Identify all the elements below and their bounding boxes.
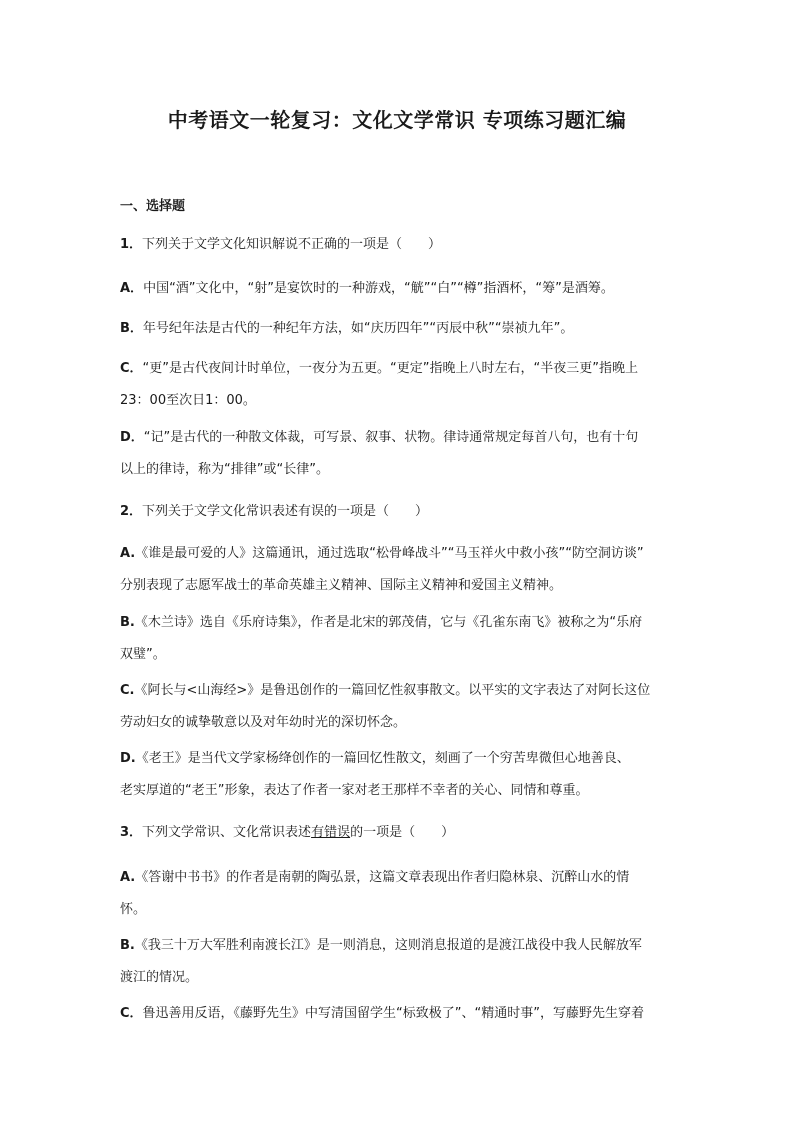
option-text-continued: 渡江的情况。 bbox=[120, 970, 199, 985]
q2-option-b bbox=[120, 607, 680, 671]
option-label: C． bbox=[120, 1006, 143, 1021]
option-label: A. bbox=[120, 546, 136, 561]
question-2-stem bbox=[120, 500, 680, 519]
question-text-end: 的一项是（ ） bbox=[350, 825, 455, 840]
option-text-continued: 23：00至次日1：00。 bbox=[120, 393, 256, 408]
option-label: B. bbox=[120, 938, 135, 953]
question-number: 3． bbox=[120, 825, 143, 840]
q2-option-c bbox=[120, 675, 680, 739]
q1-option-b bbox=[120, 313, 680, 345]
question-1-stem bbox=[120, 233, 680, 252]
question-number: 1． bbox=[120, 237, 143, 252]
option-text: 《木兰诗》选自《乐府诗集》，作者是北宋的郭茂倩，它与《孔雀东南飞》被称之为“乐府 bbox=[134, 615, 643, 630]
option-text-continued: 双璧”。 bbox=[120, 647, 166, 662]
q3-option-c bbox=[120, 998, 680, 1030]
option-text: 年号纪年法是古代的一种纪年方法，如“庆历四年”“丙辰中秋”“崇祯九年”。 bbox=[142, 321, 574, 336]
option-label: B. bbox=[120, 615, 135, 630]
option-label: D. bbox=[120, 751, 136, 766]
option-label: A． bbox=[120, 281, 144, 296]
option-text: 鲁迅善用反语，《藤野先生》中写清国留学生“标致极了”、“精通时事”，写藤野先生穿着 bbox=[142, 1006, 644, 1021]
option-text: 《谁是最可爱的人》这篇通讯，通过选取“松骨峰战斗”“马玉祥火中救小孩”“防空洞访谈” bbox=[135, 546, 644, 561]
option-label: A. bbox=[120, 870, 136, 885]
q3-option-a bbox=[120, 862, 680, 926]
q1-option-d bbox=[120, 422, 680, 486]
page-title: 中考语文一轮复习：文化文学常识 专项练习题汇编 bbox=[167, 108, 627, 132]
q3-option-b bbox=[120, 930, 680, 994]
option-text-continued: 分别表现了志愿军战士的革命英雄主义精神、国际主义精神和爱国主义精神。 bbox=[120, 578, 563, 593]
question-3-stem bbox=[120, 821, 680, 840]
option-text: “更”是古代夜间计时单位，一夜分为五更。“更定”指晚上八时左右，“半夜三更”指晚上 bbox=[142, 361, 638, 376]
option-label: C． bbox=[120, 361, 143, 376]
option-text: 中国“酒”文化中，“射”是宴饮时的一种游戏，“觥”“白”“樽”指酒杯，“筹”是酒筹。 bbox=[143, 281, 614, 296]
option-text: 《阿长与<山海经>》是鲁迅创作的一篇回忆性叙事散文。以平实的文字表达了对阿长这位 bbox=[134, 683, 651, 698]
option-text: 《我三十万大军胜利南渡长江》是一则消息，这则消息报道的是渡江战役中我人民解放军 bbox=[134, 938, 642, 953]
question-number: 2． bbox=[120, 504, 143, 519]
question-text: 下列关于文学文化常识表述有误的一项是（ ） bbox=[142, 504, 429, 519]
section-heading: 一、选择题 bbox=[120, 199, 186, 214]
question-text: 下列文学常识、文化常识表述 bbox=[142, 825, 312, 840]
option-text-continued: 以上的律诗，称为“排律”或“长律”。 bbox=[120, 462, 329, 477]
option-label: C. bbox=[120, 683, 135, 698]
q2-option-a bbox=[120, 538, 680, 602]
question-text: 下列关于文学文化知识解说不正确的一项是（ ） bbox=[142, 237, 442, 252]
option-text-continued: 怀。 bbox=[120, 902, 147, 917]
q1-option-c bbox=[120, 353, 680, 417]
option-text: “记”是古代的一种散文体裁，可写景、叙事、状物。律诗通常规定每首八句，也有十句 bbox=[143, 430, 639, 445]
q2-option-d bbox=[120, 743, 680, 807]
option-text: 《答谢中书书》的作者是南朝的陶弘景，这篇文章表现出作者归隐林泉、沉醉山水的情 bbox=[135, 870, 630, 885]
underlined-keyword: 有错误 bbox=[311, 825, 351, 840]
q1-option-a bbox=[120, 273, 680, 305]
option-text-continued: 劳动妇女的诚挚敬意以及对年幼时光的深切怀念。 bbox=[120, 715, 407, 730]
option-label: B． bbox=[120, 321, 143, 336]
option-text-continued: 老实厚道的“老王”形象，表达了作者一家对老王那样不幸者的关心、同情和尊重。 bbox=[120, 783, 589, 798]
option-label: D． bbox=[120, 430, 144, 445]
option-text: 《老王》是当代文学家杨绛创作的一篇回忆性散文，刻画了一个穷苦卑微但心地善良、 bbox=[135, 751, 630, 766]
